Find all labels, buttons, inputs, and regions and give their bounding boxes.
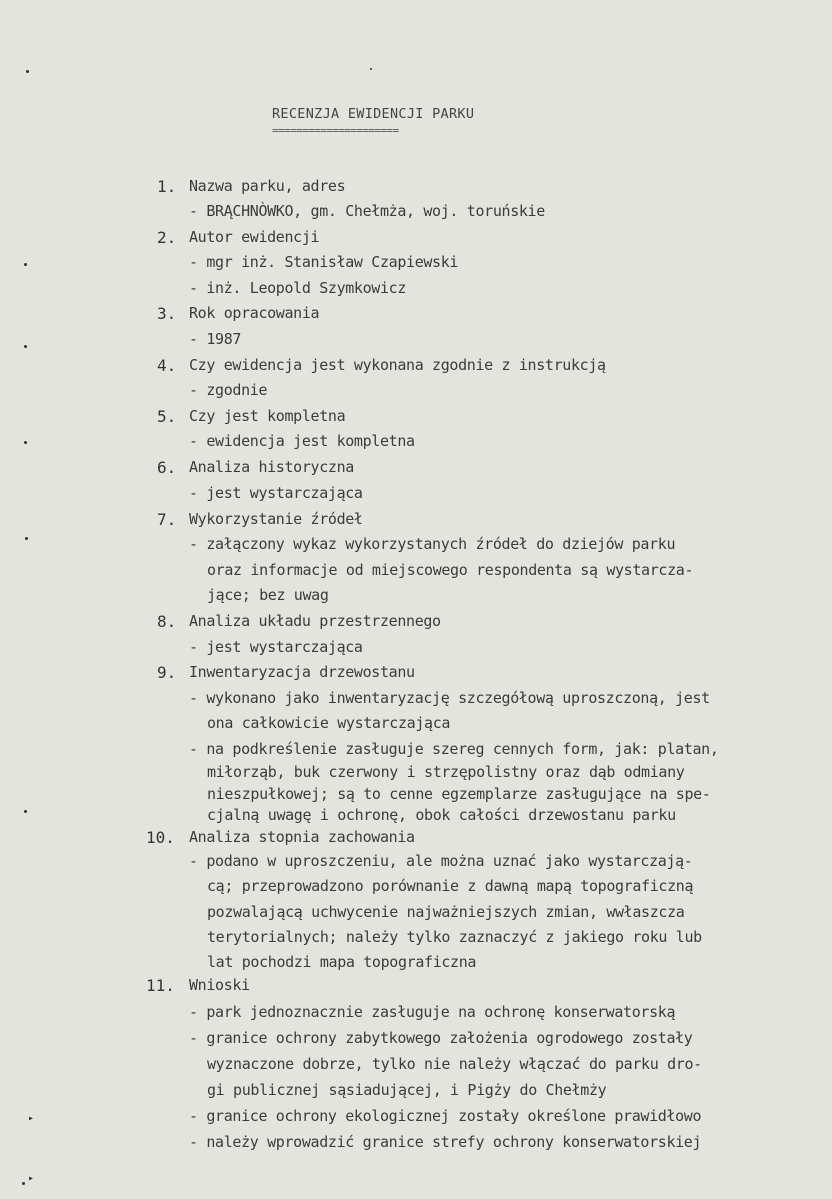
- section-line: - na podkreślenie zasługuje szereg cennych form, jak: platan,: [189, 740, 719, 758]
- section-heading: Analiza układu przestrzennego: [189, 612, 441, 630]
- section-line: pozwalającą uchwycenie najważniejszych zmian, wwłaszcza: [207, 903, 685, 921]
- section-heading: Rok opracowania: [189, 304, 320, 322]
- section-number: 6.: [157, 458, 177, 477]
- section-line: - podano w uproszczeniu, ale można uznać jako wystarczają-: [189, 852, 693, 870]
- section-heading: Analiza stopnia zachowania: [189, 828, 415, 846]
- section-line: - jest wystarczająca: [189, 484, 363, 502]
- section-line: ona całkowicie wystarczająca: [207, 714, 451, 732]
- section-line: - mgr inż. Stanisław Czapiewski: [189, 253, 459, 271]
- section-line: oraz informacje od miejscowego respondenta są wystarcza-: [207, 561, 694, 579]
- section-line: jące; bez uwag: [207, 586, 329, 604]
- scan-speck: [25, 537, 28, 540]
- scan-arrow-mark: ▸: [28, 1113, 35, 1124]
- section-heading: Analiza historyczna: [189, 458, 354, 476]
- section-heading: Wnioski: [189, 976, 250, 994]
- scan-speck: [26, 70, 29, 73]
- section-line: - BRĄCHNÒWKO, gm. Chełmża, woj. toruńskie: [189, 202, 545, 220]
- section-line: terytorialnych; należy tylko zaznaczyć z jakiego roku lub: [207, 928, 702, 946]
- section-heading: Autor ewidencji: [189, 228, 320, 246]
- section-line: cjalną uwagę i ochronę, obok całości drzewostanu parku: [207, 806, 676, 824]
- scan-speck: [24, 345, 27, 348]
- section-heading: Czy ewidencja jest wykonana zgodnie z instrukcją: [189, 356, 606, 374]
- scan-speck: [22, 1182, 25, 1185]
- section-line: - zgodnie: [189, 381, 268, 399]
- section-heading: Inwentaryzacja drzewostanu: [189, 663, 415, 681]
- document-title: RECENZJA EWIDENCJI PARKU: [272, 106, 475, 122]
- section-line: wyznaczone dobrze, tylko nie należy włączać do parku dro-: [207, 1055, 702, 1073]
- section-number: 11.: [146, 976, 175, 995]
- section-number: 7.: [157, 510, 177, 529]
- section-line: cą; przeprowadzono porównanie z dawną mapą topograficzną: [207, 877, 694, 895]
- section-number: 9.: [157, 663, 177, 682]
- section-line: - park jednoznacznie zasługuje na ochronę konserwatorską: [189, 1003, 676, 1021]
- section-line: - należy wprowadzić granice strefy ochrony konserwatorskiej: [189, 1133, 702, 1151]
- section-number: 8.: [157, 612, 177, 631]
- section-line: - granice ochrony ekologicznej zostały określone prawidłowo: [189, 1107, 702, 1125]
- scan-speck: [24, 441, 27, 444]
- section-number: 3.: [157, 304, 177, 323]
- section-heading: Nazwa parku, adres: [189, 177, 346, 195]
- section-line: - ewidencja jest kompletna: [189, 432, 415, 450]
- section-line: - załączony wykaz wykorzystanych źródeł do dziejów parku: [189, 535, 676, 553]
- section-line: - 1987: [189, 330, 242, 348]
- section-number: 4.: [157, 356, 177, 375]
- section-heading: Czy jest kompletna: [189, 407, 346, 425]
- section-line: - wykonano jako inwentaryzację szczegółową uproszczoną, jest: [189, 689, 710, 707]
- section-heading: Wykorzystanie źródeł: [189, 510, 363, 528]
- section-line: lat pochodzi mapa topograficzna: [207, 953, 477, 971]
- scan-speck: [24, 810, 27, 813]
- section-line: gi publicznej sąsiadującej, i Pigży do Chełmży: [207, 1081, 607, 1099]
- section-line: miłorząb, buk czerwony i strzępolistny oraz dąb odmiany: [207, 763, 685, 781]
- section-line: nieszpułkowej; są to cenne egzemplarze zasługujące na spe-: [207, 785, 711, 803]
- section-line: - jest wystarczająca: [189, 638, 363, 656]
- section-line: - granice ochrony zabytkowego założenia ogrodowego zostały: [189, 1029, 693, 1047]
- scan-arrow-mark: ▸: [28, 1173, 35, 1184]
- scan-speck: [370, 68, 372, 70]
- section-number: 10.: [146, 828, 175, 847]
- scan-speck: [24, 263, 27, 266]
- section-number: 2.: [157, 228, 177, 247]
- section-line: - inż. Leopold Szymkowicz: [189, 279, 407, 297]
- section-number: 5.: [157, 407, 177, 426]
- section-number: 1.: [157, 177, 177, 196]
- title-underline: =====================: [272, 124, 399, 137]
